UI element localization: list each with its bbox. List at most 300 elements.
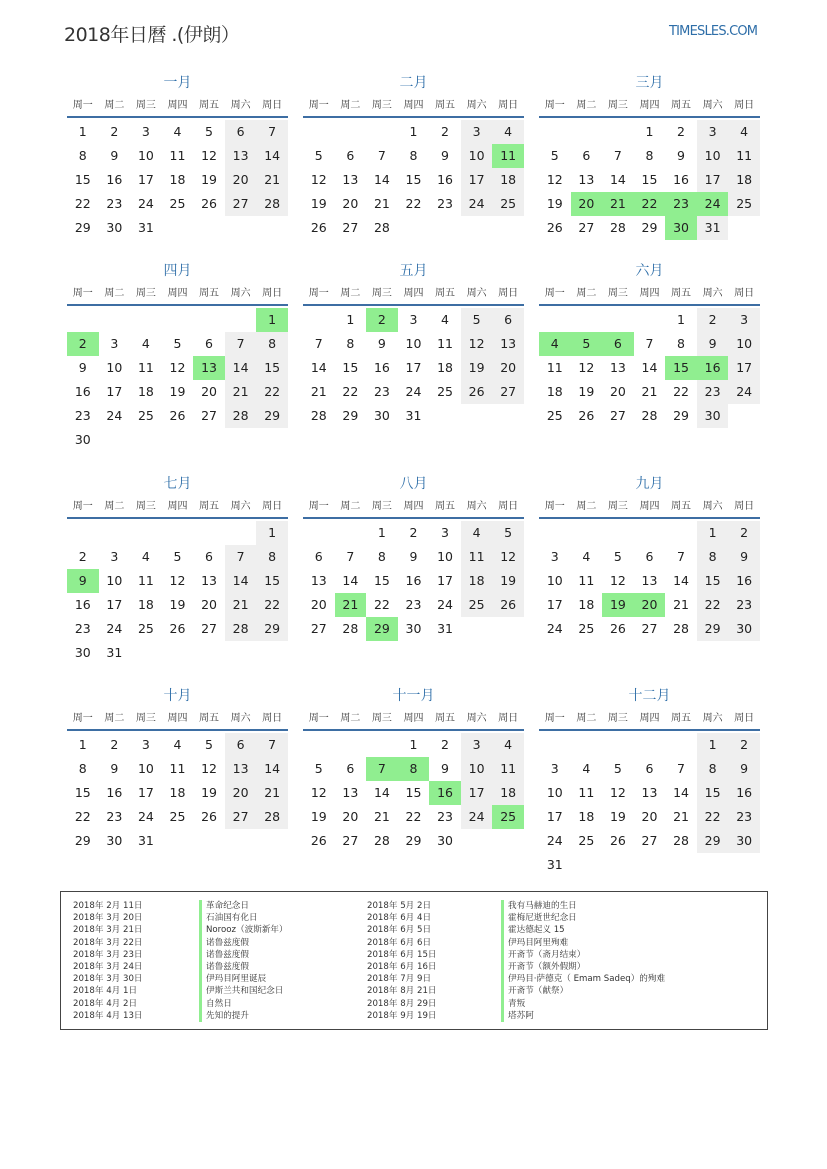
- weekday-header: [539, 284, 760, 306]
- weekday-label: 周一: [308, 288, 329, 299]
- day-cell: 11: [578, 573, 595, 588]
- empty-cell: [728, 404, 760, 428]
- month-block: [303, 473, 524, 641]
- day-cell: 30: [106, 833, 123, 848]
- weekday-label: 周二: [104, 100, 125, 111]
- day-cell: 15: [256, 569, 288, 593]
- day-cell: 13: [609, 360, 626, 375]
- day-cell: 23: [74, 408, 91, 423]
- day-cell: 29: [697, 829, 729, 853]
- day-cell: 8: [78, 761, 87, 776]
- day-cell: 6: [314, 549, 323, 564]
- month-name: 三月: [635, 75, 664, 91]
- empty-cell: [99, 428, 131, 452]
- day-cell: 15: [641, 172, 658, 187]
- day-cell: 21: [335, 593, 367, 617]
- day-cell: 28: [256, 192, 288, 216]
- empty-cell: [366, 120, 398, 144]
- day-cell: 16: [106, 172, 123, 187]
- day-cell: 30: [74, 645, 91, 660]
- day-cell: 24: [546, 621, 563, 636]
- weekday-header: [67, 497, 288, 519]
- day-cell: 9: [441, 148, 449, 163]
- day-cell: 14: [373, 172, 390, 187]
- empty-cell: [256, 641, 288, 665]
- day-cell: 8: [256, 545, 288, 569]
- day-cell: 15: [697, 781, 729, 805]
- day-cell: 19: [169, 384, 186, 399]
- weekday-label: 周六: [466, 100, 487, 111]
- empty-cell: [571, 853, 603, 877]
- day-cell: 26: [169, 408, 186, 423]
- weekday-label: 周三: [371, 713, 392, 724]
- weekday-header: [539, 96, 760, 118]
- day-cell: 14: [225, 356, 257, 380]
- day-cell: 2: [441, 737, 449, 752]
- day-cell: 24: [106, 621, 123, 636]
- day-cell: 20: [225, 168, 257, 192]
- weekday-label: 周日: [498, 100, 519, 111]
- legend-names-left: [199, 900, 288, 1022]
- empty-cell: [256, 216, 288, 240]
- day-cell: 10: [106, 360, 123, 375]
- legend-date: 2018年 3月 24日: [73, 961, 143, 972]
- weekday-label: 周一: [72, 713, 93, 724]
- weekday-label: 周日: [734, 100, 755, 111]
- day-cell: 7: [225, 332, 257, 356]
- empty-cell: [303, 120, 335, 144]
- day-cell: 11: [169, 148, 186, 163]
- legend-date: 2018年 5月 2日: [367, 901, 432, 911]
- day-cell: 1: [645, 124, 654, 139]
- empty-cell: [193, 428, 225, 452]
- weekday-label: 周三: [607, 713, 628, 724]
- day-cell: 28: [641, 408, 658, 423]
- day-grid: [67, 308, 288, 452]
- legend-date: 2018年 3月 23日: [73, 949, 143, 960]
- day-cell: 14: [673, 573, 689, 588]
- month-name: 十月: [163, 688, 192, 704]
- day-cell: 11: [546, 360, 563, 375]
- day-cell: 20: [342, 196, 359, 211]
- day-cell: 28: [609, 220, 626, 235]
- day-cell: 12: [492, 545, 524, 569]
- weekday-label: 周二: [104, 713, 125, 724]
- month-block: [303, 260, 524, 428]
- day-cell: 10: [137, 761, 154, 776]
- day-cell: 9: [110, 761, 119, 776]
- day-cell: 3: [461, 733, 493, 757]
- day-cell: 2: [728, 521, 760, 545]
- empty-cell: [162, 308, 194, 332]
- day-cell: 7: [256, 120, 288, 144]
- day-cell: 2: [67, 332, 99, 356]
- day-cell: 13: [342, 172, 359, 187]
- day-cell: 18: [169, 785, 186, 800]
- day-cell: 9: [728, 757, 760, 781]
- legend-date: 2018年 2月 11日: [73, 901, 143, 911]
- day-cell: 1: [256, 521, 288, 545]
- weekday-label: 周日: [498, 501, 519, 512]
- empty-cell: [429, 216, 461, 240]
- day-cell: 18: [578, 597, 595, 612]
- weekday-label: 周一: [308, 100, 329, 111]
- day-cell: 3: [409, 312, 418, 327]
- day-cell: 18: [492, 781, 524, 805]
- day-grid: [539, 308, 760, 428]
- day-cell: 4: [141, 549, 150, 564]
- day-cell: 19: [201, 785, 217, 800]
- site-link[interactable]: TIMESLES.COM: [669, 24, 758, 39]
- day-cell: 16: [429, 781, 461, 805]
- empty-cell: [193, 521, 225, 545]
- empty-cell: [697, 853, 729, 877]
- day-cell: 19: [578, 384, 595, 399]
- day-cell: 11: [461, 545, 493, 569]
- day-cell: 3: [550, 761, 559, 776]
- weekday-label: 周日: [498, 713, 519, 724]
- day-cell: 27: [578, 220, 595, 235]
- day-cell: 24: [137, 196, 154, 211]
- day-cell: 14: [256, 144, 288, 168]
- day-cell: 29: [74, 833, 91, 848]
- empty-cell: [634, 853, 666, 877]
- day-cell: 6: [225, 733, 257, 757]
- day-cell: 15: [256, 356, 288, 380]
- day-cell: 11: [137, 573, 154, 588]
- weekday-label: 周五: [671, 100, 692, 111]
- legend-holiday-name: 伊玛目阿里诞辰: [199, 973, 288, 985]
- day-cell: 27: [225, 805, 257, 829]
- legend-date: 2018年 4月 13日: [73, 1010, 143, 1021]
- day-cell: 9: [441, 761, 449, 776]
- empty-cell: [665, 521, 697, 545]
- day-cell: 26: [461, 380, 493, 404]
- day-cell: 19: [201, 172, 217, 187]
- empty-cell: [225, 308, 257, 332]
- weekday-header: [67, 709, 288, 731]
- weekday-label: 周一: [72, 501, 93, 512]
- day-cell: 12: [310, 785, 327, 800]
- day-cell: 22: [405, 196, 422, 211]
- weekday-label: 周日: [262, 713, 283, 724]
- day-cell: 29: [673, 408, 689, 423]
- day-grid: [539, 521, 760, 641]
- day-cell: 13: [193, 356, 225, 380]
- empty-cell: [429, 404, 461, 428]
- day-cell: 16: [673, 172, 689, 187]
- day-cell: 4: [539, 332, 571, 356]
- day-cell: 3: [141, 124, 150, 139]
- day-cell: 1: [697, 733, 729, 757]
- day-cell: 17: [697, 168, 729, 192]
- day-cell: 28: [373, 833, 390, 848]
- day-cell: 6: [492, 308, 524, 332]
- empty-cell: [99, 521, 131, 545]
- day-cell: 17: [546, 597, 563, 612]
- day-cell: 21: [225, 380, 257, 404]
- day-cell: 1: [409, 124, 418, 139]
- day-cell: 25: [546, 408, 563, 423]
- empty-cell: [225, 641, 257, 665]
- day-cell: 27: [310, 621, 327, 636]
- day-grid: [303, 733, 524, 853]
- legend-holiday-name: 自然日: [199, 998, 288, 1010]
- day-cell: 17: [461, 781, 493, 805]
- day-cell: 20: [641, 809, 658, 824]
- weekday-label: 周二: [340, 713, 361, 724]
- day-cell: 27: [201, 621, 217, 636]
- weekday-header: [67, 284, 288, 306]
- day-cell: 22: [697, 805, 729, 829]
- weekday-label: 周六: [466, 288, 487, 299]
- empty-cell: [303, 308, 335, 332]
- empty-cell: [492, 216, 524, 240]
- day-cell: 26: [609, 833, 626, 848]
- day-cell: 9: [377, 336, 386, 351]
- empty-cell: [602, 853, 634, 877]
- weekday-label: 周三: [607, 100, 628, 111]
- day-cell: 4: [582, 761, 591, 776]
- legend-date: 2018年 3月 20日: [73, 913, 143, 924]
- day-cell: 20: [492, 356, 524, 380]
- day-cell: 23: [106, 809, 123, 824]
- weekday-label: 周三: [607, 288, 628, 299]
- legend-holiday-name: 霍达德起义 15: [501, 924, 665, 936]
- day-cell: 20: [225, 781, 257, 805]
- weekday-label: 周五: [671, 713, 692, 724]
- day-cell: 22: [673, 384, 689, 399]
- month-block: [539, 72, 760, 240]
- day-cell: 8: [377, 549, 386, 564]
- day-cell: 6: [205, 549, 213, 564]
- day-cell: 18: [137, 597, 154, 612]
- day-cell: 24: [697, 192, 729, 216]
- day-cell: 5: [314, 761, 323, 776]
- day-cell: 4: [441, 312, 449, 327]
- day-cell: 8: [697, 545, 729, 569]
- day-cell: 17: [137, 785, 154, 800]
- empty-cell: [162, 216, 194, 240]
- month-block: [67, 685, 288, 853]
- day-cell: 26: [201, 809, 217, 824]
- weekday-label: 周二: [340, 100, 361, 111]
- legend-date: 2018年 8月 21日: [367, 986, 437, 997]
- weekday-label: 周二: [340, 501, 361, 512]
- day-cell: 27: [641, 621, 658, 636]
- day-cell: 24: [728, 380, 760, 404]
- weekday-label: 周五: [199, 288, 220, 299]
- day-cell: 16: [437, 172, 453, 187]
- empty-cell: [539, 308, 571, 332]
- month-name: 五月: [399, 263, 428, 279]
- day-cell: 25: [437, 384, 453, 399]
- empty-cell: [225, 521, 257, 545]
- day-cell: 20: [634, 593, 666, 617]
- day-cell: 23: [373, 384, 390, 399]
- weekday-label: 周三: [371, 100, 392, 111]
- day-cell: 20: [571, 192, 603, 216]
- day-cell: 10: [546, 573, 563, 588]
- legend-holiday-name: 诺鲁兹度假: [199, 937, 288, 949]
- weekday-label: 周五: [435, 288, 456, 299]
- empty-cell: [225, 829, 257, 853]
- day-cell: 22: [634, 192, 666, 216]
- day-cell: 5: [205, 737, 213, 752]
- month-block: [303, 72, 524, 240]
- day-cell: 31: [106, 645, 123, 660]
- legend-holiday-name: 我有马赫迪的生日: [501, 900, 665, 912]
- weekday-label: 周四: [639, 288, 660, 299]
- day-cell: 13: [641, 573, 658, 588]
- weekday-label: 周六: [702, 288, 723, 299]
- day-cell: 30: [728, 617, 760, 641]
- day-cell: 12: [546, 172, 563, 187]
- weekday-label: 周六: [230, 713, 251, 724]
- day-cell: 14: [609, 172, 626, 187]
- day-cell: 2: [697, 308, 729, 332]
- legend-date: 2018年 3月 21日: [73, 925, 143, 936]
- legend-names-right: [501, 900, 665, 1022]
- day-cell: 1: [409, 737, 418, 752]
- day-cell: 9: [677, 148, 685, 163]
- weekday-label: 周六: [702, 713, 723, 724]
- month-name: 十一月: [392, 688, 435, 704]
- day-cell: 20: [609, 384, 626, 399]
- day-cell: 31: [697, 216, 729, 240]
- day-cell: 5: [492, 521, 524, 545]
- day-cell: 22: [256, 380, 288, 404]
- month-block: [67, 260, 288, 452]
- day-cell: 26: [578, 408, 595, 423]
- weekday-header: [303, 497, 524, 519]
- day-cell: 7: [314, 336, 323, 351]
- empty-cell: [225, 216, 257, 240]
- day-cell: 20: [201, 384, 217, 399]
- day-cell: 26: [201, 196, 217, 211]
- day-cell: 19: [546, 196, 563, 211]
- day-cell: 13: [225, 757, 257, 781]
- empty-cell: [162, 641, 194, 665]
- day-cell: 7: [346, 549, 355, 564]
- day-cell: 10: [461, 757, 493, 781]
- month-block: [67, 473, 288, 665]
- day-cell: 8: [409, 148, 418, 163]
- legend-date: 2018年 4月 2日: [73, 998, 138, 1009]
- month-name: 十二月: [628, 688, 671, 704]
- empty-cell: [193, 308, 225, 332]
- day-cell: 29: [697, 617, 729, 641]
- day-cell: 11: [492, 144, 524, 168]
- day-cell: 16: [373, 360, 390, 375]
- weekday-label: 周三: [371, 288, 392, 299]
- weekday-label: 周日: [262, 288, 283, 299]
- day-cell: 2: [78, 549, 87, 564]
- empty-cell: [571, 120, 603, 144]
- weekday-label: 周日: [262, 100, 283, 111]
- day-cell: 25: [492, 192, 524, 216]
- weekday-label: 周日: [498, 288, 519, 299]
- day-cell: 19: [609, 809, 626, 824]
- day-cell: 16: [728, 569, 760, 593]
- weekday-label: 周五: [671, 501, 692, 512]
- day-cell: 30: [665, 216, 697, 240]
- legend-date: 2018年 7月 9日: [367, 974, 432, 985]
- weekday-label: 周四: [639, 713, 660, 724]
- day-cell: 7: [256, 733, 288, 757]
- weekday-header: [303, 284, 524, 306]
- empty-cell: [398, 216, 430, 240]
- day-cell: 11: [169, 761, 186, 776]
- empty-cell: [602, 733, 634, 757]
- empty-cell: [303, 733, 335, 757]
- day-cell: 2: [728, 733, 760, 757]
- day-cell: 16: [74, 597, 91, 612]
- day-cell: 25: [728, 192, 760, 216]
- day-cell: 28: [256, 805, 288, 829]
- weekday-label: 周五: [199, 501, 220, 512]
- empty-cell: [461, 404, 493, 428]
- weekday-label: 周二: [340, 288, 361, 299]
- legend-dates-right: [367, 900, 437, 1022]
- weekday-label: 周一: [72, 100, 93, 111]
- weekday-label: 周二: [576, 713, 597, 724]
- day-cell: 5: [173, 336, 182, 351]
- legend-date: 2018年 4月 1日: [73, 986, 138, 997]
- day-cell: 31: [137, 833, 154, 848]
- day-cell: 24: [437, 597, 453, 612]
- day-cell: 28: [373, 220, 390, 235]
- day-cell: 9: [697, 332, 729, 356]
- month-block: [539, 260, 760, 428]
- empty-cell: [335, 733, 367, 757]
- day-cell: 15: [342, 360, 359, 375]
- empty-cell: [571, 733, 603, 757]
- legend-date: 2018年 9月 19日: [367, 1010, 437, 1021]
- day-cell: 10: [728, 332, 760, 356]
- empty-cell: [256, 428, 288, 452]
- day-cell: 6: [346, 761, 355, 776]
- weekday-label: 周四: [167, 501, 188, 512]
- day-cell: 30: [405, 621, 422, 636]
- weekday-label: 周三: [371, 501, 392, 512]
- day-cell: 17: [405, 360, 422, 375]
- day-cell: 25: [578, 833, 595, 848]
- day-cell: 12: [201, 761, 217, 776]
- weekday-label: 周日: [262, 501, 283, 512]
- day-cell: 12: [609, 785, 626, 800]
- day-cell: 13: [641, 785, 658, 800]
- day-cell: 26: [609, 621, 626, 636]
- day-cell: 21: [673, 809, 689, 824]
- day-cell: 1: [346, 312, 355, 327]
- weekday-label: 周四: [167, 100, 188, 111]
- empty-cell: [366, 733, 398, 757]
- day-cell: 21: [310, 384, 327, 399]
- day-cell: 22: [74, 809, 91, 824]
- day-cell: 3: [110, 549, 119, 564]
- day-cell: 24: [461, 805, 493, 829]
- empty-cell: [602, 308, 634, 332]
- legend-holiday-name: 塔苏阿: [501, 1010, 665, 1022]
- empty-cell: [461, 617, 493, 641]
- day-cell: 5: [173, 549, 182, 564]
- empty-cell: [193, 216, 225, 240]
- day-cell: 7: [366, 757, 398, 781]
- holiday-legend: [60, 891, 768, 1030]
- day-cell: 19: [310, 196, 327, 211]
- day-cell: 23: [697, 380, 729, 404]
